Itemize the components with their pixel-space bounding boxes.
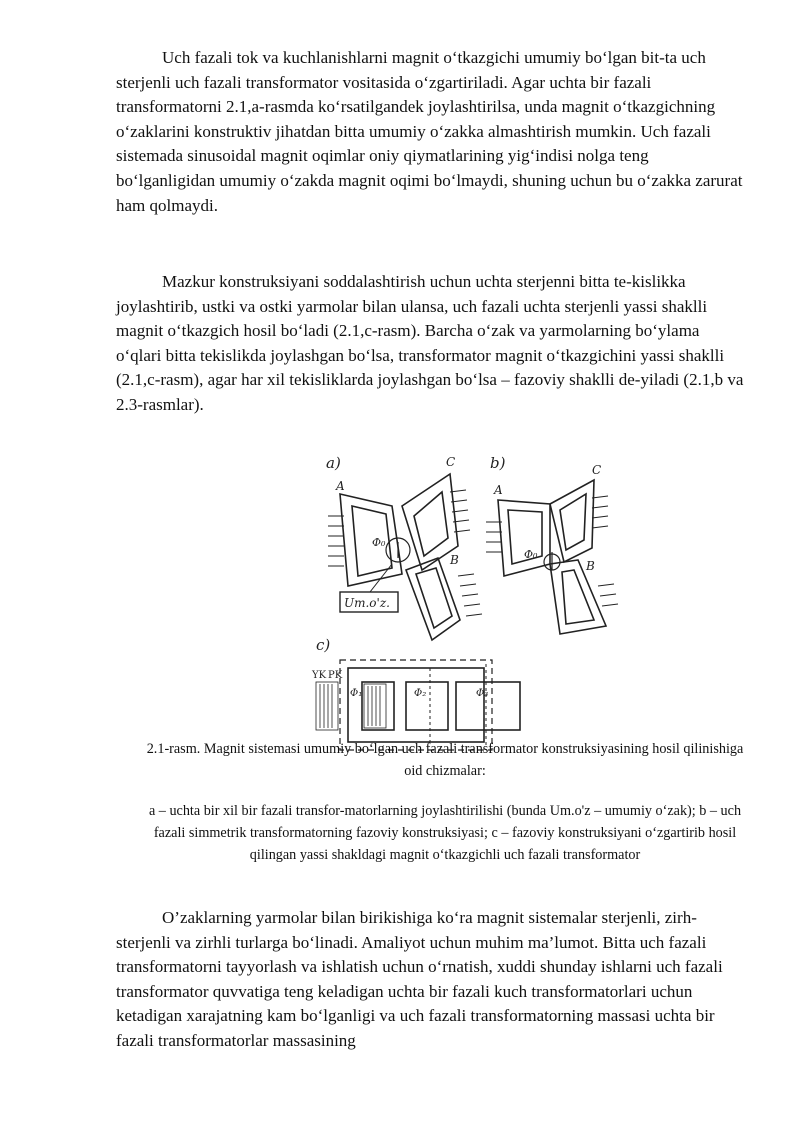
core-b-b-inner (562, 570, 594, 624)
core-b-c-outer (550, 480, 594, 562)
pk-label: PK (328, 670, 343, 681)
winding-a (328, 516, 344, 566)
figure-caption-title: 2.1-rasm. Magnit sistemasi umumiy bo‘lgan uch fazali transformator konstruksiyasining hosil qilinishiga oid chizmalar: (146, 741, 744, 779)
core-b-inner (416, 568, 452, 628)
phase-b-label-fig-b: B (586, 559, 595, 573)
paragraph-3: O’zaklarning yarmolar bilan birikishiga ko‘ra magnit sistemalar sterjenli, zirh-sterjenli va zirhli turlarga bo‘linadi. Amaliyot uchun muhim ma’lumot. Bitta uch fazali transformatorni tayyorlash va ishlatish uchun o‘rnatish, xuddi shunday ishlarni uch fazali transformator quvvatiga teng keladigan uchta bir fazali kuch transformatorlari uchun ketadigan xarajatning kam bo‘lganligi va uch fazali transformatorning massasi uchta bir fazali transformatorlar massasining (116, 908, 723, 1050)
flux-phi1: Φ₁ (350, 688, 363, 699)
leader-line (370, 564, 392, 592)
flux-phi2: Φ₂ (414, 688, 427, 699)
flux-phi3: Φ₃ (476, 688, 489, 699)
core-b-c-inner (560, 494, 586, 550)
figure-2-1 (310, 446, 750, 752)
phase-a-label-fig-a: A (336, 479, 345, 493)
winding-b (458, 574, 482, 616)
flux-phi0-fig-a: Φ₀ (372, 536, 386, 549)
transformer-diagram (310, 446, 750, 752)
paragraph-2: Mazkur konstruksiyani soddalashtirish uchun uchta sterjenni bitta te-kislikka joylashtirib, ustki va ostki yarmolar bilan ulansa, uch fazali uchta sterjenli yassi shaklli magnit o‘tkazgich hosil bo‘ladi (2.1,c-rasm). Barcha o‘zak va yarmolarning bo‘ylama o‘qlari bitta tekislikda joylashgan bo‘lsa, transformator magnit o‘tkazgichini yassi shaklli (2.1,c-rasm), agar har xil tekisliklarda joylashgan bo‘lsa – fazoviy shaklli de-yiladi (2.1,b va 2.3-rasmlar). (116, 272, 744, 414)
label-b: b) (490, 454, 506, 472)
label-a: a) (326, 454, 341, 472)
flat-core-window-left (362, 682, 394, 730)
yk-label: YK (312, 670, 327, 681)
core-b-outer (406, 558, 460, 640)
figure-caption-description: a – uchta bir xil bir fazali transfor-matorlarning joylashtirilishi (bunda Um.o'z – umumiy o‘zak); b – uch fazali simmetrik transformatorning fazoviy konstruksiyasi; c – fazoviy konstruksiyani o‘zgartirib hosil qilingan yassi shakldagi magnit o‘tkazgichli uch fazali transformator (148, 803, 742, 863)
phase-c-label-fig-a: C (446, 455, 456, 469)
phase-c-label-fig-b: C (592, 463, 602, 477)
phase-a-label-fig-b: A (494, 483, 503, 497)
flux-phi0-fig-b: Φ₀ (524, 548, 538, 561)
phase-b-label-fig-a: B (450, 553, 459, 567)
flat-core-window-mid (406, 682, 448, 730)
common-core-label: Um.o'z. (344, 596, 390, 610)
label-c: c) (316, 636, 331, 654)
core-c-inner (414, 492, 448, 556)
paragraph-1: Uch fazali tok va kuchlanishlarni magnit o‘tkazgichi umumiy bo‘lgan bit-ta uch sterjenli uch fazali transformator vositasida o‘zgartiriladi. Agar uchta bir fazali transformatorni 2.1,a-rasmda ko‘rsatilgandek joylashtirilsa, unda magnit o‘tkazgichning o‘zaklarini konstruktiv jihatdan bitta umumiy o‘zakka almashtirish mumkin. Uch fazali sistemada sinusoidal magnit oqimlar oniy qiymatlarining yig‘indisi nolga teng bo‘lganligidan umumiy o‘zakda magnit oqimi bo‘lmaydi, shuning uchun bu o‘zakka zarurat ham qolmaydi. (116, 48, 743, 215)
